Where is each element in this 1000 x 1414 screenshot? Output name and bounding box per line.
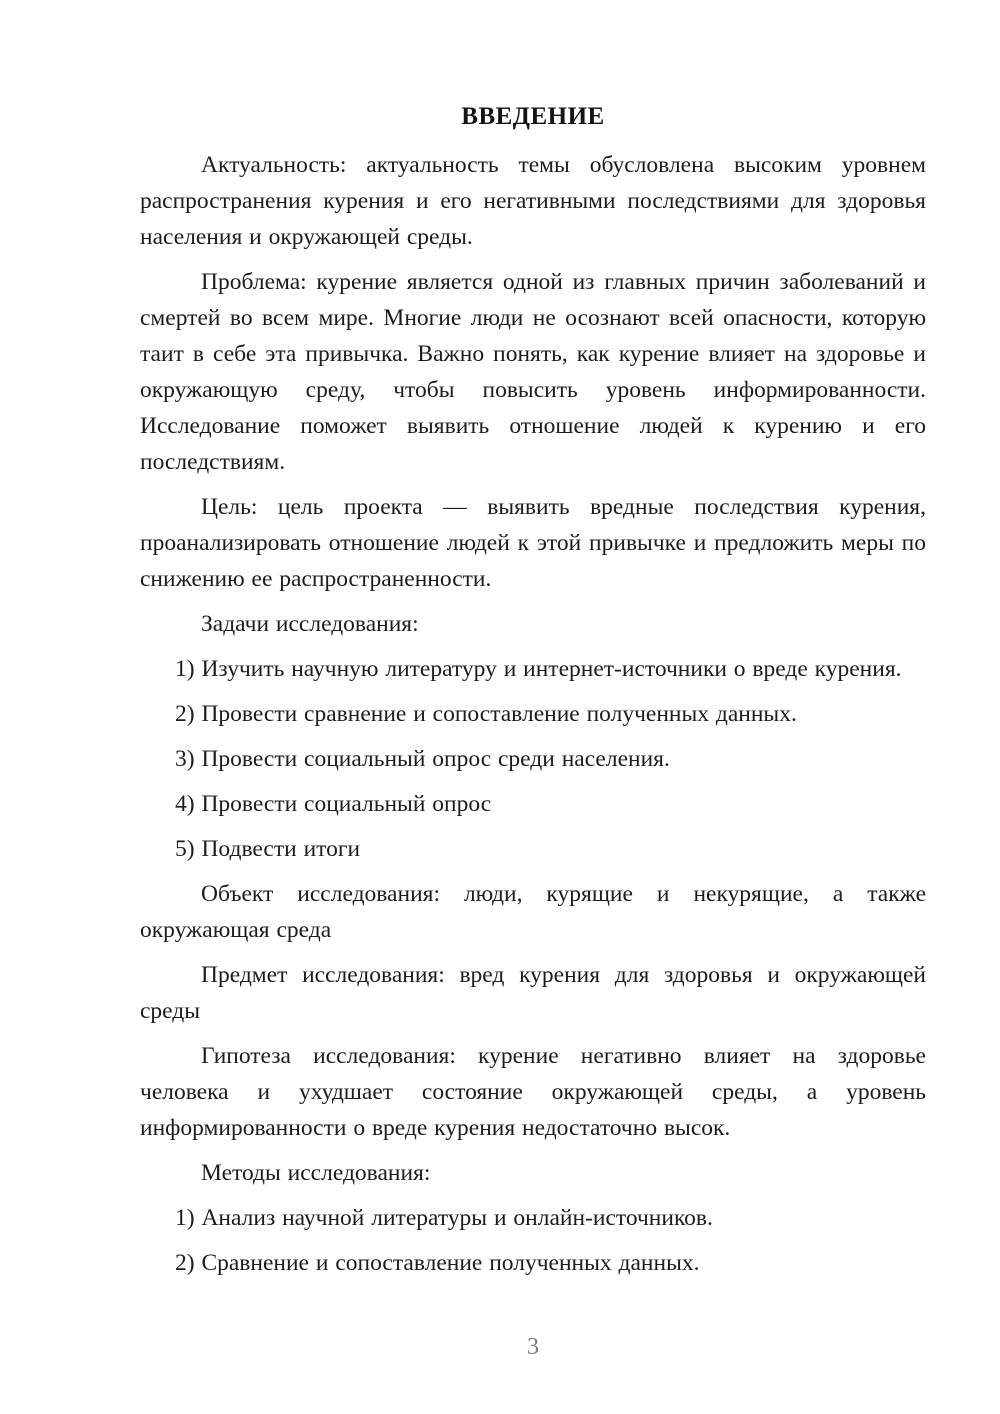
paragraph: Гипотеза исследования: курение негативно влияет на здоровье человека и ухудшает состояние окружающей среды, а уровень информированности о вреде курения недостаточно высок. xyxy=(140,1043,926,1141)
page-number: 3 xyxy=(527,1334,539,1360)
paragraph: Методы исследования: xyxy=(201,1160,431,1186)
list-item: 1) Анализ научной литературы и онлайн-источников. xyxy=(175,1205,713,1231)
list-item: 2) Сравнение и сопоставление полученных данных. xyxy=(175,1250,700,1276)
paragraph: Предмет исследования: вред курения для здоровья и окружающей среды xyxy=(140,962,926,1024)
paragraph: Объект исследования: люди, курящие и некурящие, а также окружающая среда xyxy=(140,881,926,943)
page-title: ВВЕДЕНИЕ xyxy=(461,103,605,130)
document-body xyxy=(140,147,926,1281)
paragraph: Задачи исследования: xyxy=(201,611,419,637)
paragraph: Цель: цель проекта — выявить вредные последствия курения, проанализировать отношение людей к этой привычке и предложить меры по снижению ее распространенности. xyxy=(140,494,926,592)
paragraph: Актуальность: актуальность темы обусловлена высоким уровнем распространения курения и его негативными последствиями для здоровья населения и окружающей среды. xyxy=(140,152,926,250)
list-item: 5) Подвести итоги xyxy=(175,836,361,862)
list-item: 1) Изучить научную литературу и интернет-источники о вреде курения. xyxy=(175,656,902,682)
paragraph: Проблема: курение является одной из главных причин заболеваний и смертей во всем мире. Многие люди не осознают всей опасности, которую таит в себе эта привычка. Важно понять, как курение влияет на здоровье и окружающую среду, чтобы повысить уровень информированности. Исследование поможет выявить отношение людей к курению и его последствиям. xyxy=(140,269,926,475)
list-item: 2) Провести сравнение и сопоставление полученных данных. xyxy=(175,701,797,727)
list-item: 3) Провести социальный опрос среди населения. xyxy=(175,746,670,772)
list-item: 4) Провести социальный опрос xyxy=(175,791,492,817)
